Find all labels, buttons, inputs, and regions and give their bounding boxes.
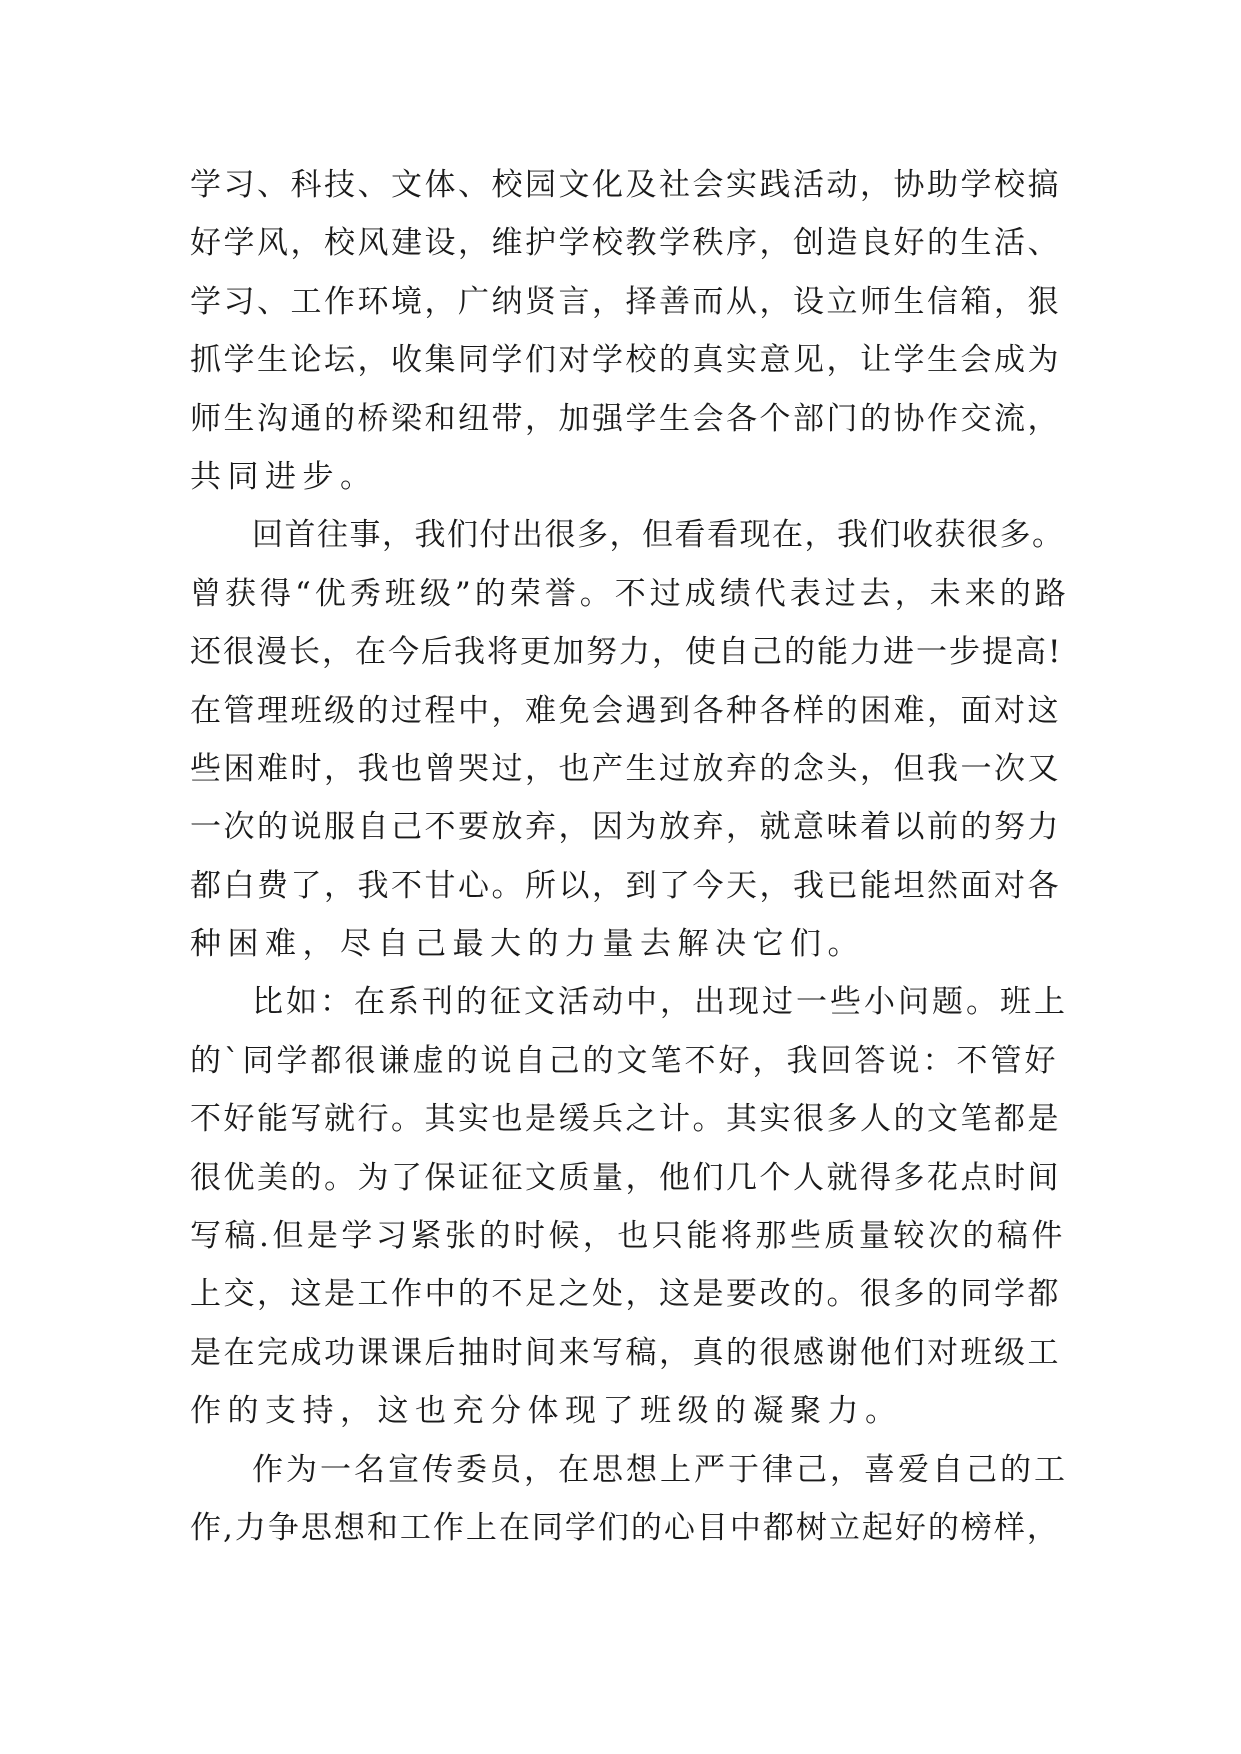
text-line: 学习、科技、文体、校园文化及社会实践活动，协助学校搞: [190, 167, 1061, 203]
text-line: 共同进步。: [190, 458, 378, 495]
document-body: [190, 156, 1070, 1557]
text-line: 在管理班级的过程中，难免会遇到各种各样的困难，面对这: [190, 692, 1061, 729]
text-line: 曾获得“优秀班级”的荣誉。不过成绩代表过去，未来的路: [190, 575, 1070, 612]
text-line: 作,力争思想和工作上在同学们的心目中都树立起好的榜样，: [190, 1509, 1060, 1546]
text-line: 好学风，校风建设，维护学校教学秩序，创造良好的生活、: [190, 225, 1061, 262]
text-line: 是在完成功课课后抽时间来写稿，真的很感谢他们对班级工: [190, 1334, 1061, 1371]
text-line: 种困难，尽自己最大的力量去解决它们。: [190, 926, 865, 963]
text-line: 师生沟通的桥梁和纽带，加强学生会各个部门的协作交流，: [190, 400, 1061, 437]
text-line: 的`同学都很谦虚的说自己的文笔不好，我回答说：不管好: [190, 1042, 1059, 1079]
text-line: 不好能写就行。其实也是缓兵之计。其实很多人的文笔都是: [190, 1101, 1061, 1138]
text-line: 回首往事，我们付出很多，但看看现在，我们收获很多。: [252, 517, 1065, 554]
text-line: 些困难时，我也曾哭过，也产生过放弃的念头，但我一次又: [190, 750, 1061, 787]
text-line: 还很漫长，在今后我将更加努力，使自己的能力进一步提高!: [190, 634, 1063, 671]
text-line: 一次的说服自己不要放弃，因为放弃，就意味着以前的努力: [190, 809, 1061, 846]
text-line: 很优美的。为了保证征文质量，他们几个人就得多花点时间: [190, 1159, 1061, 1196]
text-line: 作的支持，这也充分体现了班级的凝聚力。: [190, 1393, 903, 1430]
text-line: 上交，这是工作中的不足之处，这是要改的。很多的同学都: [190, 1276, 1061, 1313]
text-line: 比如：在系刊的征文活动中，出现过一些小问题。班上: [252, 984, 1068, 1021]
text-line: 抓学生论坛，收集同学们对学校的真实意见，让学生会成为: [190, 342, 1061, 379]
text-line: 写稿.但是学习紧张的时候，也只能将那些质量较次的稿件: [190, 1218, 1066, 1255]
text-line: 都白费了，我不甘心。所以，到了今天，我已能坦然面对各: [190, 867, 1061, 904]
text-line: 学习、工作环境，广纳贤言，择善而从，设立师生信箱，狠: [190, 283, 1061, 320]
text-line: 作为一名宣传委员，在思想上严于律己，喜爱自己的工: [252, 1451, 1068, 1488]
